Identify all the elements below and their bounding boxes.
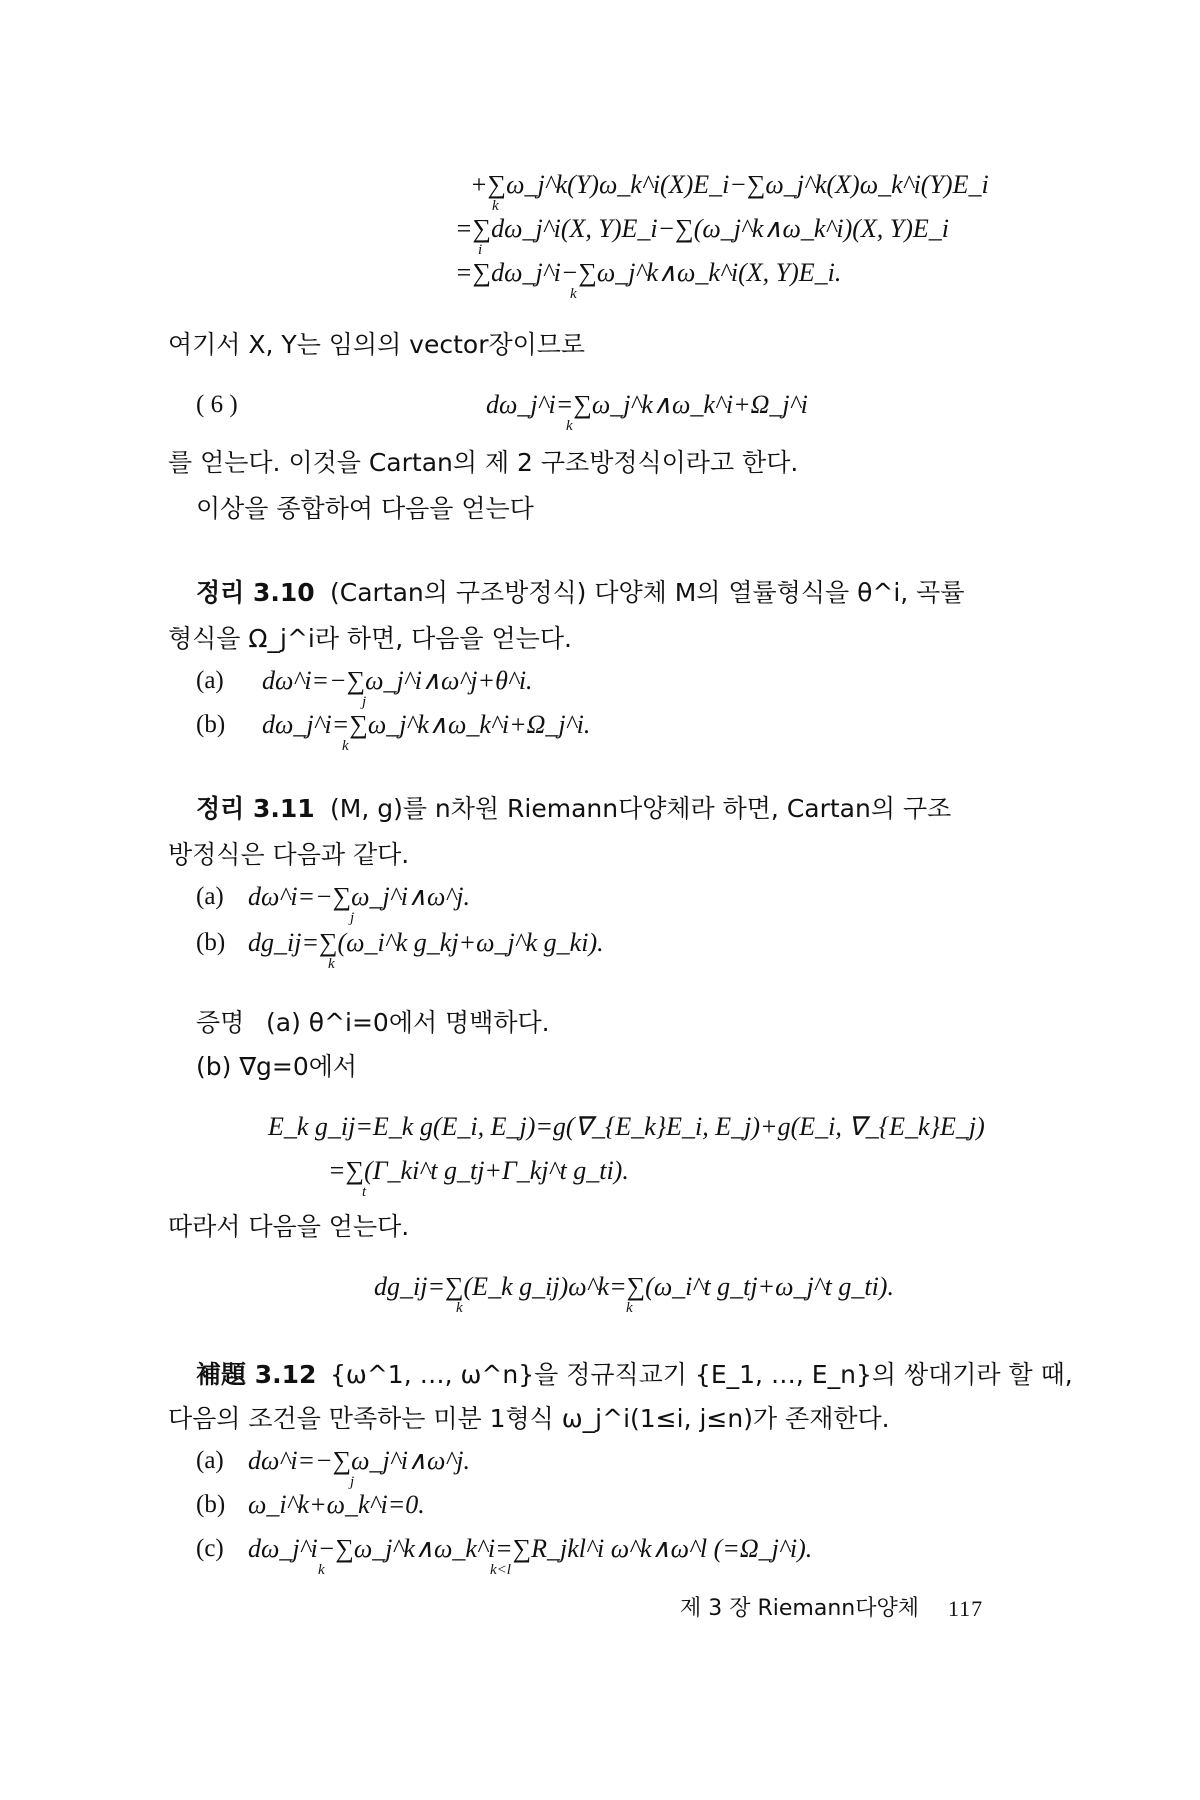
proof-equation-1: E_k g_ij=E_k g(E_i, E_j)=g(∇_{E_k}E_i, E_j)+g(E_i, ∇_{E_k}E_j) [268,1112,985,1141]
proof-heading: 증명 [196,1008,245,1037]
theorem-3-11-item-b-sum-index: k [328,956,335,972]
theorem-3-10-item-b-label: (b) [196,711,226,738]
lemma-3-12-line-2: 다음의 조건을 만족하는 미분 1형식 ω_j^i(1≤i, j≤n)가 존재한다. [168,1404,890,1433]
equation-6-formula: dω_j^i=∑ω_j^k∧ω_k^i+Ω_j^i [486,390,808,419]
proof-part-b: (b) ∇g=0에서 [196,1052,358,1081]
theorem-3-10-item-a-sum-index: j [362,694,367,710]
theorem-3-10-line-2: 형식을 Ω_j^i라 하면, 다음을 얻는다. [168,624,572,653]
theorem-3-11-item-a-formula: dω^i=−∑ω_j^i∧ω^j. [248,882,471,911]
lemma-3-12-item-a-formula: dω^i=−∑ω_j^i∧ω^j. [248,1446,471,1475]
lemma-3-12-item-a-label: (a) [196,1447,224,1474]
lemma-3-12-item-c-label: (c) [196,1535,224,1562]
lemma-3-12-item-a-sum-index: j [350,1474,355,1490]
derivation-line-2-sum-index: i [478,242,483,258]
lemma-3-12-heading: 補題 3.12 [196,1360,317,1389]
theorem-3-11-line-2: 방정식은 다음과 같다. [168,840,410,869]
theorem-3-10-line-1: (Cartan의 구조방정식) 다양체 M의 열률형식을 θ^i, 곡률 [330,578,965,607]
theorem-3-10-item-b-sum-index: k [342,738,349,754]
theorem-3-10-item-a-label: (a) [196,667,224,694]
theorem-3-10-item-a-formula: dω^i=−∑ω_j^i∧ω^j+θ^i. [262,666,533,695]
derivation-line-1-sum-index: k [492,198,499,214]
theorem-3-11-item-a-sum-index: j [350,910,355,926]
theorem-3-11-line-1: (M, g)를 n차원 Riemann다양체라 하면, Cartan의 구조 [330,794,952,823]
lemma-3-12-line-1: {ω^1, …, ω^n}을 정규직교기 {E_1, …, E_n}의 쌍대기라 할 때, [330,1360,1073,1389]
paragraph-arbitrary-vector-fields: 여기서 X, Y는 임의의 vector장이므로 [168,330,586,359]
lemma-3-12-item-b-label: (b) [196,1491,226,1518]
theorem-3-11-item-b-formula: dg_ij=∑(ω_i^k g_kj+ω_j^k g_ki). [248,928,604,957]
lemma-3-12-item-c-sum-index-2: k<l [490,1562,511,1578]
theorem-3-11-heading: 정리 3.11 [196,794,315,823]
proof-equation-3-sum-index-2: k [626,1300,633,1316]
page-number: 117 [948,1596,984,1621]
lemma-3-12-item-c-sum-index-1: k [318,1562,325,1578]
paragraph-cartan-second-structure: 를 얻는다. 이것을 Cartan의 제 2 구조방정식이라고 한다. [168,448,799,477]
proof-conclusion-text: 따라서 다음을 얻는다. [168,1212,410,1241]
running-footer-chapter: 제 3 장 Riemann다양체 [680,1596,919,1621]
theorem-3-10-item-b-formula: dω_j^i=∑ω_j^k∧ω_k^i+Ω_j^i. [262,710,591,739]
equation-6-sum-index: k [566,418,573,434]
proof-equation-2-sum-index: t [362,1184,367,1200]
equation-6-label: ( 6 ) [196,391,238,418]
derivation-line-3: =∑dω_j^i−∑ω_j^k∧ω_k^i(X, Y)E_i. [455,258,842,287]
paragraph-combine: 이상을 종합하여 다음을 얻는다 [196,494,534,523]
lemma-3-12-item-b-formula: ω_i^k+ω_k^i=0. [248,1490,425,1519]
proof-equation-3: dg_ij=∑(E_k g_ij)ω^k=∑(ω_i^t g_tj+ω_j^t g_ti). [374,1272,894,1301]
proof-equation-3-sum-index-1: k [456,1300,463,1316]
derivation-line-1: +∑ω_j^k(Y)ω_k^i(X)E_i−∑ω_j^k(X)ω_k^i(Y)E_i [470,170,989,199]
proof-equation-2: =∑(Γ_ki^t g_tj+Γ_kj^t g_ti). [328,1156,629,1185]
derivation-line-2: =∑dω_j^i(X, Y)E_i−∑(ω_j^k∧ω_k^i)(X, Y)E_i [455,214,949,243]
theorem-3-11-item-b-label: (b) [196,929,226,956]
theorem-3-11-item-a-label: (a) [196,883,224,910]
proof-part-a: (a) θ^i=0에서 명백하다. [266,1008,550,1037]
derivation-line-3-sum-index: k [570,286,577,302]
theorem-3-10-heading: 정리 3.10 [196,578,315,607]
lemma-3-12-item-c-formula: dω_j^i−∑ω_j^k∧ω_k^i=∑R_jkl^i ω^k∧ω^l (=Ω_j^i). [248,1534,813,1563]
